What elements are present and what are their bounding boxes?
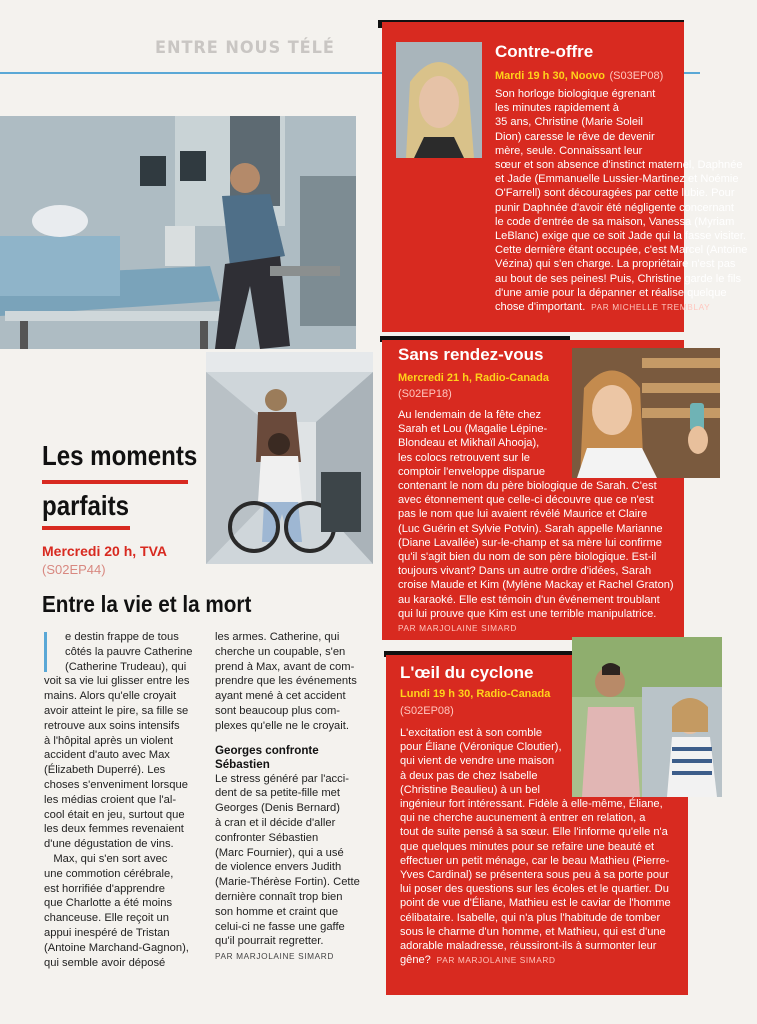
text-line: prend à Max, avant de com- bbox=[215, 660, 355, 673]
main-schedule: Mercredi 20 h, TVA bbox=[42, 543, 168, 559]
text-line: ayant mené à cet accident bbox=[215, 690, 346, 703]
box2-episode: (S02EP18) bbox=[398, 388, 452, 400]
box2-byline: PAR MARJOLAINE SIMARD bbox=[398, 623, 517, 634]
text-line: dernière connaît trop bien bbox=[215, 890, 343, 903]
text-line: choses s'enveniment lorsque bbox=[44, 778, 188, 791]
article-column-1 bbox=[44, 630, 206, 970]
text-line: Dion) caresse le rêve de devenir bbox=[495, 130, 655, 143]
text-line: adorable maladresse, réussiront-ils à surmonter leur bbox=[400, 940, 657, 953]
text-line: effectuer un petit ménage, car le beau Mathieu (Pierre- bbox=[400, 854, 670, 867]
box3-title: L'œil du cyclone bbox=[400, 663, 534, 682]
text-line: célibataire. Isabelle, qui n'a plus l'habitude de tomber bbox=[400, 911, 661, 924]
text-line: Cette dernière étant occupée, c'est Marcel (Antoine bbox=[495, 244, 748, 257]
text-line: confronter Sébastien bbox=[215, 831, 319, 844]
text-line: les armes. Catherine, qui bbox=[215, 631, 340, 643]
byline: PAR MICHELLE TREMBLAY bbox=[585, 302, 711, 313]
text-line: qu'il s'agit bien du nom de son père biologique. Est-il bbox=[398, 551, 657, 564]
article-column-2 bbox=[215, 630, 380, 964]
text-line: gêne? PAR MARJOLAINE SIMARD bbox=[400, 954, 556, 967]
text-line: sous le charme d'un homme, et Mathieu, qui est d'une bbox=[400, 925, 666, 938]
text-line: qui vient de vendre une maison bbox=[400, 755, 555, 768]
text-line: au bout de ses peines! Puis, Christine garde le fils bbox=[495, 272, 742, 285]
main-episode: (S02EP44) bbox=[42, 562, 106, 577]
text-line: (Luc Guérin et Sylvie Potvin). Sarah appelle Marianne bbox=[398, 522, 663, 535]
box1-episode: (S03EP08) bbox=[609, 70, 664, 82]
text-line: accident d'auto avec Max bbox=[44, 749, 170, 762]
text-line: celui-ci ne fasse une gaffe bbox=[215, 920, 345, 933]
text-line: prendre que les événements bbox=[215, 675, 357, 688]
text-line: Vézina) qui s'en charge. La propriétaire n'est pas bbox=[495, 258, 736, 271]
box2-body bbox=[398, 408, 680, 635]
text-line: pas le nom que lui avaient révélé Maurice et Claire bbox=[398, 508, 648, 521]
box2-title: Sans rendez-vous bbox=[398, 345, 544, 364]
text-line: (Marie-Thérèse Fortin). Cette bbox=[215, 876, 360, 889]
text-line: Au lendemain de la fête chez bbox=[398, 409, 542, 421]
text-line: les minutes rapidement à bbox=[495, 102, 619, 115]
text-line: voit sa vie lui glisser entre les bbox=[44, 675, 190, 688]
text-line: contenant le nom du père biologique de Sarah. C'est bbox=[398, 480, 657, 493]
text-line: qui semble avoir déposé bbox=[44, 956, 166, 969]
text-line: pour Éliane (Véronique Cloutier), bbox=[400, 741, 562, 754]
article-headline: Entre la vie et la mort bbox=[42, 591, 252, 617]
subhead-line2: Sébastien bbox=[215, 757, 270, 771]
hallway-wheelchair-photo bbox=[206, 352, 373, 564]
text-line: Yves Cardinal) se présentera sous peu à sa porte pour bbox=[400, 869, 669, 882]
text-line: (Antoine Marchand-Gagnon), bbox=[44, 941, 189, 954]
text-line: que Charlotte a été moins bbox=[44, 897, 173, 910]
title-underline bbox=[42, 480, 188, 484]
text-line: le code d'entrée de sa maison, Vanessa (Myriam bbox=[495, 215, 735, 228]
text-line: tout de suite pensé à sa sœur. Elle l'informe qu'elle n'a bbox=[400, 826, 668, 839]
text-line: retrouve aux soins intensifs bbox=[44, 719, 180, 732]
text-line: au karaoké. Elle est témoin d'un événement troublant bbox=[398, 593, 660, 606]
text-line: croise Maude et Kim (Mylène Mackay et Rachel Graton) bbox=[398, 579, 674, 592]
hospital-scene-photo bbox=[0, 116, 356, 349]
text-line: les médias croient que l'al- bbox=[44, 793, 177, 806]
text-line: sont beaucoup plus com- bbox=[215, 704, 341, 717]
text-line: (Élizabeth Duperré). Les bbox=[44, 764, 166, 777]
text-line: d'une dégustation de vins. bbox=[44, 838, 174, 851]
show-title-line1: Les moments bbox=[42, 440, 198, 471]
text-line: (Marc Fournier), qui a usé bbox=[215, 846, 344, 859]
box1-schedule-row bbox=[495, 66, 663, 84]
main-byline: PAR MARJOLAINE SIMARD bbox=[215, 951, 334, 962]
box2-schedule: Mercredi 21 h, Radio-Canada bbox=[398, 372, 549, 384]
box1-schedule: Mardi 19 h 30, Noovo bbox=[495, 70, 606, 82]
text-line: Max, qui s'en sort avec bbox=[44, 852, 168, 865]
text-line: O'Farrell) sont découragées par cette lubie. Pour bbox=[495, 187, 735, 200]
text-line: chose d'important. PAR MICHELLE TREMBLAY bbox=[495, 301, 711, 314]
text-line: à deux pas de chez Isabelle bbox=[400, 769, 538, 782]
text-line: Son horloge biologique égrenant bbox=[495, 88, 656, 100]
text-line: avoir atteint le pire, sa fille se bbox=[44, 704, 189, 717]
text-line: toujours vivant? Dans un autre ordre d'idées, Sarah bbox=[398, 565, 652, 578]
text-line: côtés la pauvre Catherine bbox=[65, 645, 193, 658]
text-line: et Jade (Emmanuelle Lussier-Martinez et Noémie bbox=[495, 173, 739, 186]
text-line: les deux femmes revenaient bbox=[44, 823, 184, 836]
text-line: qui lui prouve que Kim est une terrible manipulatrice. bbox=[398, 607, 657, 620]
text-line: cool était en jeu, surtout que bbox=[44, 808, 185, 821]
text-line: de violence envers Judith bbox=[215, 861, 342, 874]
text-line: avec étonnement que celle-ci découvre que ce n'est bbox=[398, 494, 654, 507]
text-line: ingénieur fort intéressant. Fidèle à elle-même, Éliane, bbox=[400, 798, 663, 811]
text-line: Blondeau et Mikhaïl Ahooja), bbox=[398, 437, 540, 450]
text-line: à cran et il décide d'aller bbox=[215, 816, 336, 829]
box3-body bbox=[400, 726, 685, 967]
box1-title: Contre-offre bbox=[495, 42, 594, 61]
text-line: appui inespéré de Tristan bbox=[44, 926, 170, 939]
text-line: punir Daphnée d'avoir été négligente concernant bbox=[495, 201, 734, 214]
text-line: les colocs retrouvent sur le bbox=[398, 451, 530, 464]
text-line: que quelques minutes pour se refaire une beauté et bbox=[400, 840, 655, 853]
text-line: une commotion cérébrale, bbox=[44, 867, 174, 880]
text-line: cherche un coupable, s'en bbox=[215, 645, 346, 658]
text-line: lui poser des questions sur les écoles et le quartier. Du bbox=[400, 883, 669, 896]
text-line: Le stress généré par l'acci- bbox=[215, 772, 349, 785]
text-line: son homme et craint que bbox=[215, 905, 339, 918]
title-underline bbox=[42, 526, 130, 530]
ghost-section-header: ENTRE NOUS TÉLÉ bbox=[155, 38, 335, 58]
text-line: mains. Alors qu'elle croyait bbox=[44, 690, 177, 703]
drop-cap-l bbox=[44, 632, 61, 672]
text-line: qu'il pourrait regretter. bbox=[215, 935, 324, 948]
text-line: est horrifiée d'apprendre bbox=[44, 882, 165, 895]
text-line: (Catherine Trudeau), qui bbox=[65, 660, 187, 673]
text-line: d'une amie pour la dépanner et réalise quelque bbox=[495, 286, 727, 299]
box3-episode: (S02EP08) bbox=[400, 705, 454, 717]
text-line: (Diane Lavallée) sur-le-champ et sa mère lui confirme bbox=[398, 536, 662, 549]
text-line: chanceuse. Elle reçoit un bbox=[44, 912, 170, 925]
text-line: LeBlanc) exige que ce soit Jade qui la fasse visiter. bbox=[495, 230, 746, 243]
text-line: L'excitation est à son comble bbox=[400, 727, 543, 739]
show-title-line2: parfaits bbox=[42, 490, 129, 521]
text-line: (Christine Beaulieu) à un bel bbox=[400, 783, 540, 796]
text-line: plexes qu'elle ne le croyait. bbox=[215, 719, 349, 732]
text-line: Georges (Denis Bernard) bbox=[215, 802, 340, 815]
text-line: point de vue d'Éliane, Mathieu est le caviar de l'homme bbox=[400, 897, 671, 910]
text-line: à l'hôpital après un violent bbox=[44, 734, 174, 747]
text-line: e destin frappe de tous bbox=[65, 631, 179, 643]
byline: PAR MARJOLAINE SIMARD bbox=[430, 955, 556, 966]
text-line: comptoir l'enveloppe disparue bbox=[398, 465, 546, 478]
subhead-line1: Georges confronte bbox=[215, 743, 319, 757]
box3-schedule: Lundi 19 h 30, Radio-Canada bbox=[400, 688, 551, 700]
text-line: sœur et son absence d'instinct maternel, Daphnée bbox=[495, 159, 743, 172]
text-line: mère, seule. Connaissant leur bbox=[495, 144, 643, 157]
text-line: dent de sa petite-fille met bbox=[215, 787, 340, 800]
box1-body bbox=[495, 87, 748, 314]
actress-portrait-photo bbox=[396, 42, 482, 158]
text-line: 35 ans, Christine (Marie Soleil bbox=[495, 116, 643, 129]
text-line: Sarah et Lou (Magalie Lépine- bbox=[398, 423, 548, 436]
text-line: qui ne cherche aucunement à entrer en relation, a bbox=[400, 812, 646, 825]
